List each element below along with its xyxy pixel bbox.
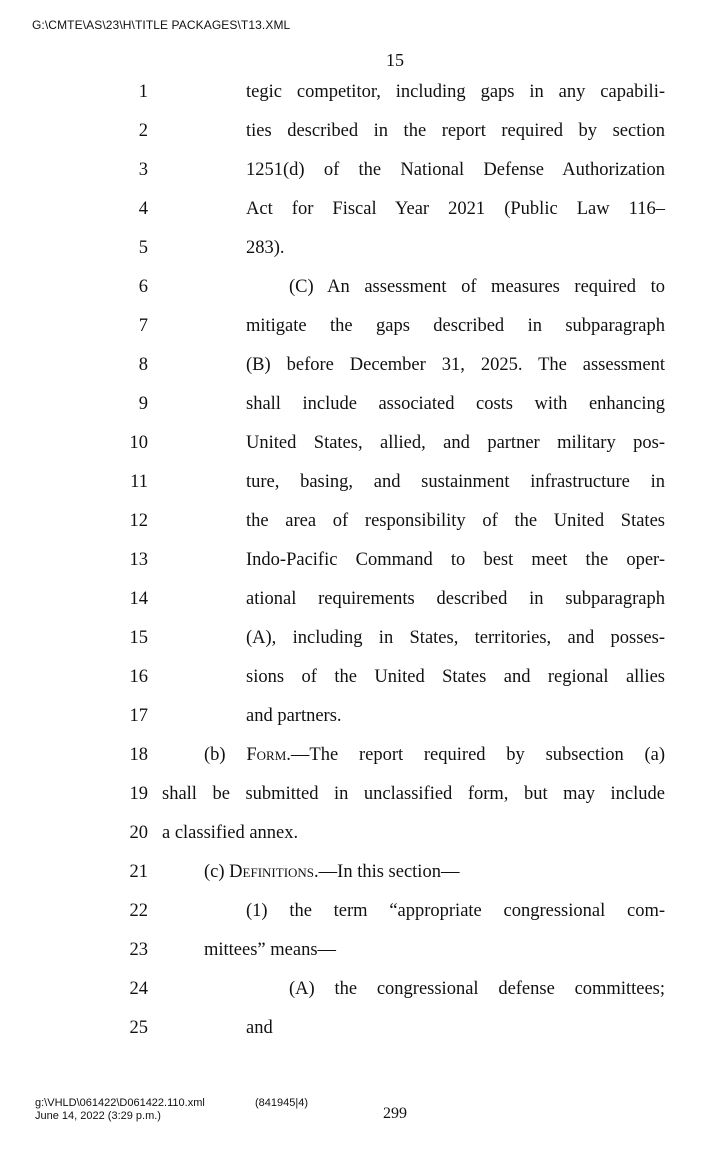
line-number: 18 — [129, 745, 148, 765]
line-text: mittees” means— — [204, 940, 337, 960]
line-text: tegic competitor, including gaps in any capabili- — [246, 82, 665, 102]
text-line — [0, 745, 715, 775]
line-number: 21 — [129, 862, 148, 882]
line-number: 8 — [138, 355, 148, 375]
line-text: and — [246, 1018, 273, 1038]
line-number: 6 — [138, 277, 148, 297]
line-text: 1251(d) of the National Defense Authorization — [246, 160, 665, 180]
line-text: (A) the congressional defense committees; — [289, 979, 665, 999]
line-number: 24 — [129, 979, 148, 999]
text-line — [0, 706, 715, 736]
subsection-marker: (c) — [204, 862, 230, 882]
line-text: a classified annex. — [162, 823, 299, 843]
subsection-text: .—In this section— — [314, 862, 460, 882]
line-number: 4 — [138, 199, 148, 219]
line-text — [204, 745, 665, 766]
line-text: Indo-Pacific Command to best meet the oper- — [246, 550, 665, 570]
line-text: shall be submitted in unclassified form, but may include — [162, 784, 665, 804]
line-number: 22 — [129, 901, 148, 921]
text-line — [0, 862, 715, 892]
text-line — [0, 160, 715, 190]
line-text: ties described in the report required by section — [246, 121, 665, 141]
text-line — [0, 823, 715, 853]
footer-date: June 14, 2022 (3:29 p.m.) — [35, 1110, 161, 1122]
footer-document-code: (841945|4) — [255, 1097, 309, 1109]
line-number: 23 — [129, 940, 148, 960]
line-text: (B) before December 31, 2025. The assessment — [246, 355, 665, 375]
subsection-marker: (b) — [204, 745, 247, 765]
line-number: 3 — [138, 160, 148, 180]
line-text: shall include associated costs with enhancing — [246, 394, 665, 414]
line-number: 25 — [129, 1018, 148, 1038]
line-text: and partners. — [246, 706, 342, 726]
line-number: 5 — [138, 238, 148, 258]
line-text — [204, 862, 665, 883]
line-text: the area of responsibility of the United States — [246, 511, 665, 531]
line-number: 11 — [130, 472, 148, 492]
page-number: 15 — [386, 50, 404, 70]
footer-file-path: g:\VHLD\061422\D061422.110.xml — [35, 1097, 205, 1109]
text-line — [0, 940, 715, 970]
text-line — [0, 238, 715, 268]
line-text: United States, allied, and partner military pos- — [246, 433, 665, 453]
footer-file-info — [35, 1097, 205, 1123]
line-number: 9 — [138, 394, 148, 414]
line-number: 12 — [129, 511, 148, 531]
subsection-heading: Definitions — [229, 862, 315, 882]
text-line — [0, 1018, 715, 1048]
subsection-text: .—The report required by subsection (a) — [286, 745, 666, 765]
line-text: 283). — [246, 238, 285, 258]
line-text: ational requirements described in subparagraph — [246, 589, 665, 609]
text-line — [0, 355, 715, 385]
text-line — [0, 979, 715, 1009]
text-line — [0, 628, 715, 658]
line-number: 7 — [138, 316, 148, 336]
line-number: 10 — [129, 433, 148, 453]
line-number: 16 — [129, 667, 148, 687]
line-number: 2 — [138, 121, 148, 141]
line-text: sions of the United States and regional allies — [246, 667, 665, 687]
text-line — [0, 199, 715, 229]
line-text: (A), including in States, territories, and posses- — [246, 628, 665, 648]
line-text: mitigate the gaps described in subparagraph — [246, 316, 665, 336]
text-line — [0, 550, 715, 580]
text-line — [0, 433, 715, 463]
text-line — [0, 277, 715, 307]
line-text: (1) the term “appropriate congressional com- — [246, 901, 665, 921]
line-text: Act for Fiscal Year 2021 (Public Law 116– — [246, 199, 665, 219]
footer-page-number: 299 — [383, 1105, 407, 1122]
line-text: ture, basing, and sustainment infrastructure in — [246, 472, 665, 492]
line-number: 19 — [129, 784, 148, 804]
header-file-path: G:\CMTE\AS\23\H\TITLE PACKAGES\T13.XML — [32, 18, 291, 32]
text-line — [0, 121, 715, 151]
subsection-heading: Form — [246, 745, 287, 765]
line-number: 14 — [129, 589, 148, 609]
text-line — [0, 316, 715, 346]
text-line — [0, 901, 715, 931]
text-line — [0, 784, 715, 814]
line-text: (C) An assessment of measures required to — [289, 277, 665, 297]
text-line — [0, 511, 715, 541]
line-number: 20 — [129, 823, 148, 843]
line-number: 1 — [138, 82, 148, 102]
text-line — [0, 394, 715, 424]
text-line — [0, 472, 715, 502]
text-line — [0, 589, 715, 619]
text-line — [0, 82, 715, 112]
line-number: 13 — [129, 550, 148, 570]
line-number: 15 — [129, 628, 148, 648]
text-line — [0, 667, 715, 697]
line-number: 17 — [129, 706, 148, 726]
